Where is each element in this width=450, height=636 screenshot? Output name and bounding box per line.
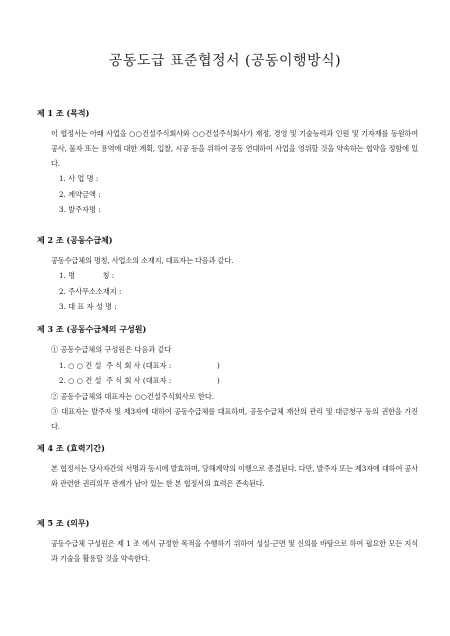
article-1-item-3: 3. 발주자명 :	[59, 205, 101, 214]
article-2-item-3: 3. 대 표 자 성 명 :	[59, 302, 117, 311]
document-title: 공동도급 표준협정서 (공동이행방식)	[108, 53, 342, 69]
article-1-item-2: 2. 계약금액 :	[59, 189, 101, 199]
article-2	[37, 235, 418, 315]
article-1-paragraph: 이 협정서는 아래 사업을 ○○건설주식회사와 ○○건설주식회사가 재정, 경영 및 기술능력과 인원 및 기자재를 동원하여 공사, 물자 또는 용역에 대한 계획, 입찰, 시공 등을 위하여 공동 연대하여 사업을 영위할 것을 약속하는 협약을 정함에 있다.	[51, 129, 418, 168]
article-4-paragraph: 본 협정서는 당사자간의 서명과 동시에 발효하며, 당해계약의 이행으로 종결된다. 다만, 발주자 또는 제3자에 대하여 공사와 관련한 권리의무 관계가 남아 있는 한 본 협정서의 효력은 존속된다.	[51, 464, 418, 488]
article-1	[37, 108, 418, 218]
article-3-clause-3: ③ 대표자는 발주자 및 제3자에 대하여 공동수급체를 대표하며, 공동수급체 재산의 관리 및 대금청구 등의 권한을 가진다.	[51, 407, 418, 431]
article-3	[37, 324, 418, 434]
article-4-heading: 제 4 조 (효력기간)	[37, 443, 105, 453]
article-4	[37, 443, 418, 491]
article-5-paragraph: 공동수급체 구성원은 제 1 조 에서 규정한 목적을 수행하기 위하여 성실·근면 및 신의를 바탕으로 하여 필요한 모든 지식과 기술을 활용할 것을 약속한다.	[51, 539, 418, 563]
article-3-member-2: 2. ○ ○ 건 설 주 식 회 사 (대표자 : )	[59, 376, 220, 385]
article-1-heading: 제 1 조 (목적)	[37, 108, 90, 118]
article-2-heading: 제 2 조 (공동수급체)	[37, 235, 113, 245]
article-2-item-2: 2. 주사무소소재지 :	[59, 286, 122, 296]
article-3-clause-2: ② 공동수급체의 대표자는 ○○건설주식회사로 한다.	[51, 391, 215, 401]
article-3-heading: 제 3 조 (공동수급체의 구성원)	[37, 324, 147, 334]
article-2-item-1: 1. 명 칭 :	[59, 271, 115, 280]
article-3-clause-1: ① 공동수급체의 구성원은 다음과 같다	[51, 345, 172, 354]
article-3-member-1: 1. ○ ○ 건 설 주 식 회 사 (대표자 : )	[59, 360, 220, 370]
article-2-paragraph: 공동수급체의 명칭, 사업소의 소재지, 대표자는 다음과 같다.	[51, 256, 234, 265]
article-1-item-1: 1. 사 업 명 :	[59, 174, 99, 183]
article-5	[37, 518, 418, 566]
article-5-heading: 제 5 조 (의무)	[37, 518, 90, 528]
